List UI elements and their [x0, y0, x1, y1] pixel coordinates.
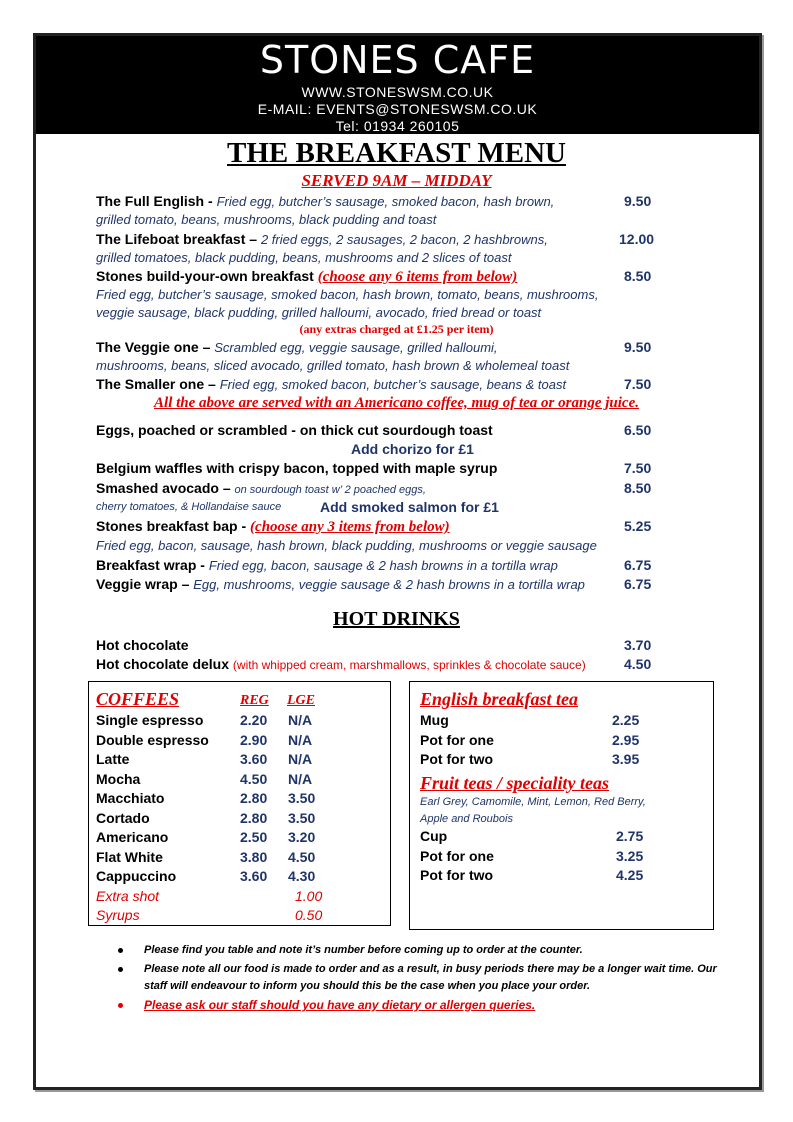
price-full-english: 9.50 — [624, 193, 652, 209]
item-eggs: Eggs, poached or scrambled - on thick cut sourdough toast — [96, 422, 493, 438]
tea-name: Mug — [420, 712, 449, 728]
coffee-name: Flat White — [96, 849, 163, 865]
coffee-lge-price: 4.30 — [288, 868, 316, 884]
price-lifeboat: 12.00 — [619, 231, 655, 247]
coffees-reg-header: REG — [240, 693, 269, 708]
coffee-lge-price: N/A — [288, 751, 313, 767]
coffee-lge-price: 3.50 — [288, 810, 316, 826]
coffee-lge-price: 3.50 — [288, 790, 316, 806]
coffee-name: Macchiato — [96, 790, 165, 806]
tea-price: 3.95 — [612, 751, 640, 767]
coffees-title: COFFEES — [96, 689, 180, 709]
fruit-tea-price: 3.25 — [616, 848, 644, 864]
cafe-name: STONES CAFE — [259, 38, 536, 82]
price-hot-chocolate: 3.70 — [624, 637, 652, 653]
coffee-reg-price: 3.80 — [240, 849, 268, 865]
item-hot-chocolate: Hot chocolate — [96, 637, 189, 653]
fruit-tea-name: Pot for two — [420, 867, 494, 883]
price-veggie-wrap: 6.75 — [624, 576, 652, 592]
coffee-lge-price: 4.50 — [288, 849, 316, 865]
syrups-label: Syrups — [96, 907, 140, 923]
syrups-price: 0.50 — [295, 907, 323, 923]
desc-full-english: grilled tomato, beans, mushrooms, black pudding and toast — [96, 212, 437, 227]
fruit-tea-price: 2.75 — [616, 828, 644, 844]
fruit-tea-name: Cup — [420, 828, 448, 844]
coffee-name: Cortado — [96, 810, 150, 826]
coffee-lge-price: 3.20 — [288, 829, 316, 845]
item-avocado: Smashed avocado – on sourdough toast w’ 2 poached eggs, — [96, 480, 426, 496]
price-avocado: 8.50 — [624, 480, 652, 496]
coffee-name: Americano — [96, 829, 169, 845]
fruit-teas-desc-2: Apple and Roubois — [420, 813, 513, 825]
served-with-note: All the above are served with an Americano coffee, mug of tea or orange juice. — [154, 395, 639, 411]
coffee-lge-price: N/A — [288, 732, 313, 748]
coffees-box — [88, 681, 391, 926]
coffee-name: Double espresso — [96, 732, 209, 748]
coffee-name: Mocha — [96, 771, 141, 787]
extra-shot-label: Extra shot — [96, 888, 160, 904]
item-veggie-one: The Veggie one – Scrambled egg, veggie sausage, grilled halloumi, — [96, 339, 498, 355]
coffee-reg-price: 2.90 — [240, 732, 268, 748]
item-wrap: Breakfast wrap - Fried egg, bacon, sausage & 2 hash browns in a tortilla wrap — [96, 557, 558, 573]
desc-veggie-one: mushrooms, beans, sliced avocado, grilled tomato, hash brown & wholemeal toast — [96, 358, 570, 373]
coffee-reg-price: 4.50 — [240, 771, 268, 787]
coffee-reg-price: 3.60 — [240, 751, 268, 767]
item-veggie-wrap: Veggie wrap – Egg, mushrooms, veggie sausage & 2 hash browns in a tortilla wrap — [96, 576, 585, 592]
tea-price: 2.25 — [612, 712, 640, 728]
note-allergen: Please ask our staff should you have any dietary or allergen queries. — [118, 997, 718, 1014]
notes-list — [118, 942, 718, 1016]
fruit-tea-name: Pot for one — [420, 848, 494, 864]
item-waffles: Belgium waffles with crispy bacon, topped with maple syrup — [96, 460, 498, 476]
item-hot-chocolate-delux: Hot chocolate delux (with whipped cream, marshmallows, sprinkles & chocolate sauce) — [96, 656, 586, 672]
website: WWW.STONESWSM.CO.UK — [301, 84, 494, 100]
item-bap: Stones breakfast bap - (choose any 3 items from below) — [96, 518, 450, 535]
coffee-lge-price: N/A — [288, 771, 313, 787]
header-banner — [36, 36, 759, 134]
coffee-name: Cappuccino — [96, 868, 177, 884]
tea-name: Pot for two — [420, 751, 494, 767]
item-lifeboat: The Lifeboat breakfast – 2 fried eggs, 2 sausages, 2 bacon, 2 hashbrowns, — [96, 231, 548, 247]
addon-salmon: Add smoked salmon for £1 — [320, 499, 499, 515]
email: E-MAIL: EVENTS@STONESWSM.CO.UK — [257, 101, 538, 117]
price-veggie-one: 9.50 — [624, 339, 652, 355]
telephone: Tel: 01934 260105 — [335, 118, 460, 134]
item-smaller-one: The Smaller one – Fried egg, smoked bacon, butcher’s sausage, beans & toast — [96, 376, 567, 392]
fruit-teas-title: Fruit teas / speciality teas — [420, 773, 609, 793]
desc-avocado: cherry tomatoes, & Hollandaise sauce — [96, 501, 282, 513]
coffee-name: Latte — [96, 751, 130, 767]
extras-note: (any extras charged at £1.25 per item) — [299, 322, 494, 336]
addon-chorizo: Add chorizo for £1 — [351, 441, 474, 457]
hot-drinks-title: HOT DRINKS — [333, 608, 460, 630]
coffee-reg-price: 3.60 — [240, 868, 268, 884]
coffee-reg-price: 2.50 — [240, 829, 268, 845]
coffee-lge-price: N/A — [288, 712, 313, 728]
served-times: SERVED 9AM – MIDDAY — [301, 171, 492, 190]
desc-bap: Fried egg, bacon, sausage, hash brown, black pudding, mushrooms or veggie sausage — [96, 538, 597, 553]
item-build-own: Stones build-your-own breakfast (choose any 6 items from below) — [96, 268, 518, 285]
price-build-own: 8.50 — [624, 268, 652, 284]
desc-lifeboat: grilled tomatoes, black pudding, beans, mushrooms and 2 slices of toast — [96, 250, 512, 265]
tea-name: Pot for one — [420, 732, 494, 748]
note-made-to-order: Please note all our food is made to order and as a result, in busy periods there may be a longer wait time. Our staff will endeavour to inform you should this be the case when you place your order. — [118, 961, 718, 995]
price-eggs: 6.50 — [624, 422, 652, 438]
menu-title: THE BREAKFAST MENU — [227, 137, 566, 169]
coffee-reg-price: 2.80 — [240, 810, 268, 826]
desc-build-own-1: Fried egg, butcher’s sausage, smoked bacon, hash brown, tomato, beans, mushrooms, — [96, 287, 599, 302]
tea-price: 2.95 — [612, 732, 640, 748]
price-wrap: 6.75 — [624, 557, 652, 573]
note-table: Please find you table and note it’s number before coming up to order at the counter. — [118, 942, 718, 959]
item-full-english: The Full English - Fried egg, butcher’s sausage, smoked bacon, hash brown, — [96, 193, 555, 209]
teas-box — [409, 681, 714, 930]
price-smaller-one: 7.50 — [624, 376, 652, 392]
fruit-teas-desc-1: Earl Grey, Camomile, Mint, Lemon, Red Berry, — [420, 796, 646, 808]
price-hot-chocolate-delux: 4.50 — [624, 656, 652, 672]
coffees-lge-header: LGE — [287, 693, 315, 708]
desc-build-own-2: veggie sausage, black pudding, grilled halloumi, avocado, fried bread or toast — [96, 305, 542, 320]
coffee-reg-price: 2.80 — [240, 790, 268, 806]
coffee-name: Single espresso — [96, 712, 204, 728]
coffee-reg-price: 2.20 — [240, 712, 268, 728]
extra-shot-price: 1.00 — [295, 888, 323, 904]
price-waffles: 7.50 — [624, 460, 652, 476]
fruit-tea-price: 4.25 — [616, 867, 644, 883]
price-bap: 5.25 — [624, 518, 652, 534]
english-tea-title: English breakfast tea — [420, 689, 579, 709]
